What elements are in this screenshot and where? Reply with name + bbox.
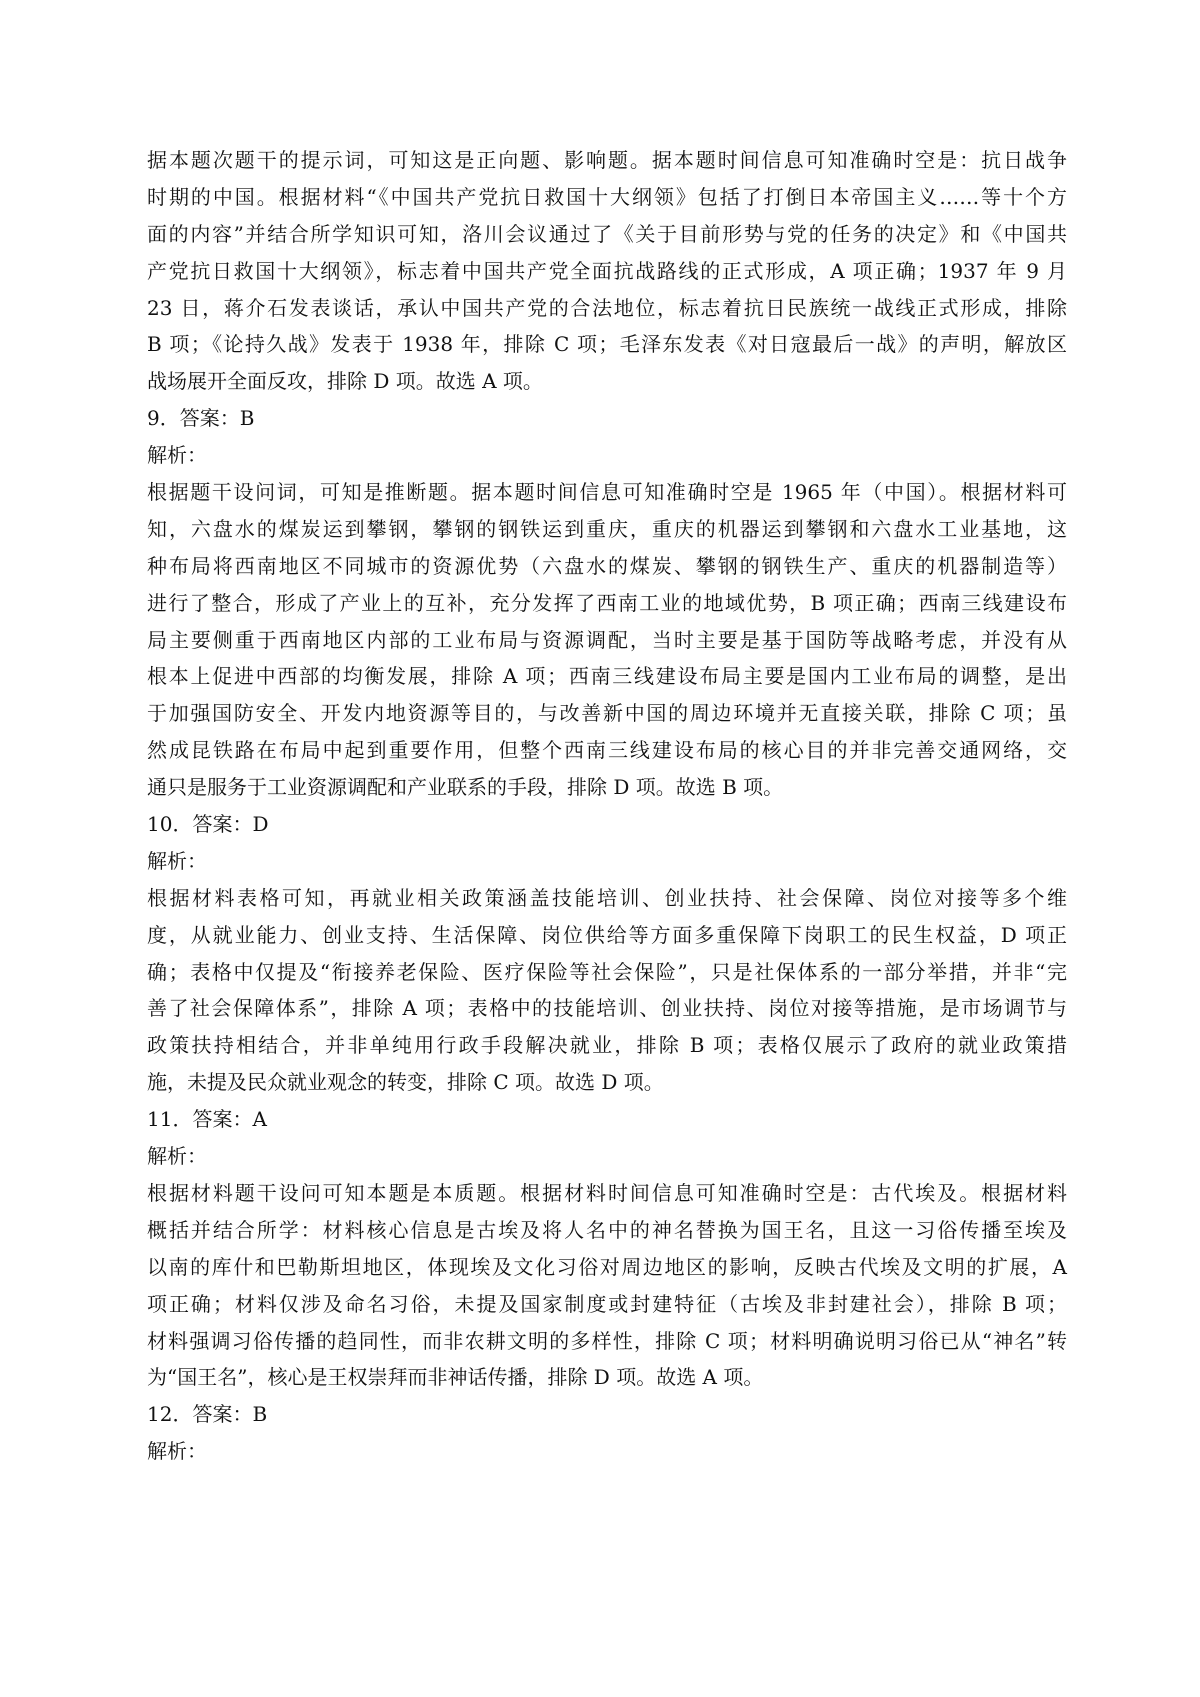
paragraph-line: 战场展开全面反攻，排除 D 项。故选 A 项。 xyxy=(147,369,543,394)
paragraph-line: 项正确；材料仅涉及命名习俗，未提及国家制度或封建特征（古埃及非封建社会），排除 B 项； xyxy=(147,1291,1067,1316)
paragraph-line: 23 日，蒋介石发表谈话，承认中国共产党的合法地位，标志着抗日民族统一战线正式形成，排除 xyxy=(147,295,1067,320)
paragraph-line: 然成昆铁路在布局中起到重要作用，但整个西南三线建设布局的核心目的并非完善交通网络，交 xyxy=(147,738,1067,763)
paragraph-line: 善了社会保障体系”，排除 A 项；表格中的技能培训、创业扶持、岗位对接等措施，是市场调节与 xyxy=(147,996,1067,1021)
analysis-label: 解析： xyxy=(147,443,207,468)
paragraph-line: 材料强调习俗传播的趋同性，而非农耕文明的多样性，排除 C 项；材料明确说明习俗已从“神名”转 xyxy=(147,1328,1067,1353)
paragraph-line: 产党抗日救国十大纲领》，标志着中国共产党全面抗战路线的正式形成，A 项正确；1937 年 9 月 xyxy=(147,258,1067,283)
analysis-label: 解析： xyxy=(147,848,207,873)
paragraph-line: 政策扶持相结合，并非单纯用行政手段解决就业，排除 B 项；表格仅展示了政府的就业政策措 xyxy=(147,1033,1067,1058)
answer-heading: 11．答案：A xyxy=(147,1107,267,1132)
answer-heading: 12．答案：B xyxy=(147,1402,268,1427)
paragraph-line: 根据材料表格可知，再就业相关政策涵盖技能培训、创业扶持、社会保障、岗位对接等多个维 xyxy=(147,885,1067,910)
paragraph-line: 面的内容”并结合所学知识可知，洛川会议通过了《关于目前形势与党的任务的决定》和《中国共 xyxy=(147,221,1067,246)
answer-heading: 10．答案：D xyxy=(147,812,269,837)
explanation-paragraph xyxy=(147,880,1067,1101)
paragraph-line: B 项；《论持久战》发表于 1938 年，排除 C 项；毛泽东发表《对日寇最后一战》的声明，解放区 xyxy=(147,332,1067,357)
paragraph-line: 局主要侧重于西南地区内部的工业布局与资源调配，当时主要是基于国防等战略考虑，并没有从 xyxy=(147,627,1067,652)
answer-heading: 9．答案：B xyxy=(147,406,255,431)
paragraph-line: 知，六盘水的煤炭运到攀钢，攀钢的钢铁运到重庆，重庆的机器运到攀钢和六盘水工业基地，这 xyxy=(147,516,1067,541)
paragraph-line: 确；表格中仅提及“衔接养老保险、医疗保险等社会保险”，只是社保体系的一部分举措，并非“完 xyxy=(147,959,1067,984)
paragraph-line: 时期的中国。根据材料“《中国共产党抗日救国十大纲领》包括了打倒日本帝国主义……等十个方 xyxy=(147,184,1067,209)
page-content xyxy=(147,142,1067,1470)
paragraph-line: 以南的库什和巴勒斯坦地区，体现埃及文化习俗对周边地区的影响，反映古代埃及文明的扩展，A xyxy=(147,1254,1067,1279)
paragraph-line: 概括并结合所学：材料核心信息是古埃及将人名中的神名替换为国王名，且这一习俗传播至埃及 xyxy=(147,1217,1067,1242)
paragraph-line: 根据材料题干设问可知本题是本质题。根据材料时间信息可知准确时空是：古代埃及。根据材料 xyxy=(147,1180,1067,1205)
paragraph-line: 为“国王名”，核心是王权崇拜而非神话传播，排除 D 项。故选 A 项。 xyxy=(147,1365,764,1390)
paragraph-line: 种布局将西南地区不同城市的资源优势（六盘水的煤炭、攀钢的钢铁生产、重庆的机器制造等） xyxy=(147,553,1067,578)
analysis-label: 解析： xyxy=(147,1144,207,1169)
paragraph-line: 度，从就业能力、创业支持、生活保障、岗位供给等方面多重保障下岗职工的民生权益，D 项正 xyxy=(147,922,1067,947)
analysis-label: 解析： xyxy=(147,1439,207,1464)
paragraph-line: 据本题次题干的提示词，可知这是正向题、影响题。据本题时间信息可知准确时空是：抗日战争 xyxy=(147,148,1067,172)
paragraph-line: 施，未提及民众就业观念的转变，排除 C 项。故选 D 项。 xyxy=(147,1070,664,1095)
explanation-paragraph xyxy=(147,142,1067,400)
explanation-paragraph xyxy=(147,1175,1067,1396)
paragraph-line: 根本上促进中西部的均衡发展，排除 A 项；西南三线建设布局主要是国内工业布局的调整，是出 xyxy=(147,664,1067,689)
paragraph-line: 于加强国防安全、开发内地资源等目的，与改善新中国的周边环境并无直接关联，排除 C 项；虽 xyxy=(147,701,1067,726)
paragraph-line: 通只是服务于工业资源调配和产业联系的手段，排除 D 项。故选 B 项。 xyxy=(147,775,784,800)
explanation-paragraph xyxy=(147,474,1067,806)
paragraph-line: 根据题干设问词，可知是推断题。据本题时间信息可知准确时空是 1965 年（中国）。根据材料可 xyxy=(147,480,1067,505)
paragraph-line: 进行了整合，形成了产业上的互补，充分发挥了西南工业的地域优势，B 项正确；西南三线建设布 xyxy=(147,590,1067,615)
